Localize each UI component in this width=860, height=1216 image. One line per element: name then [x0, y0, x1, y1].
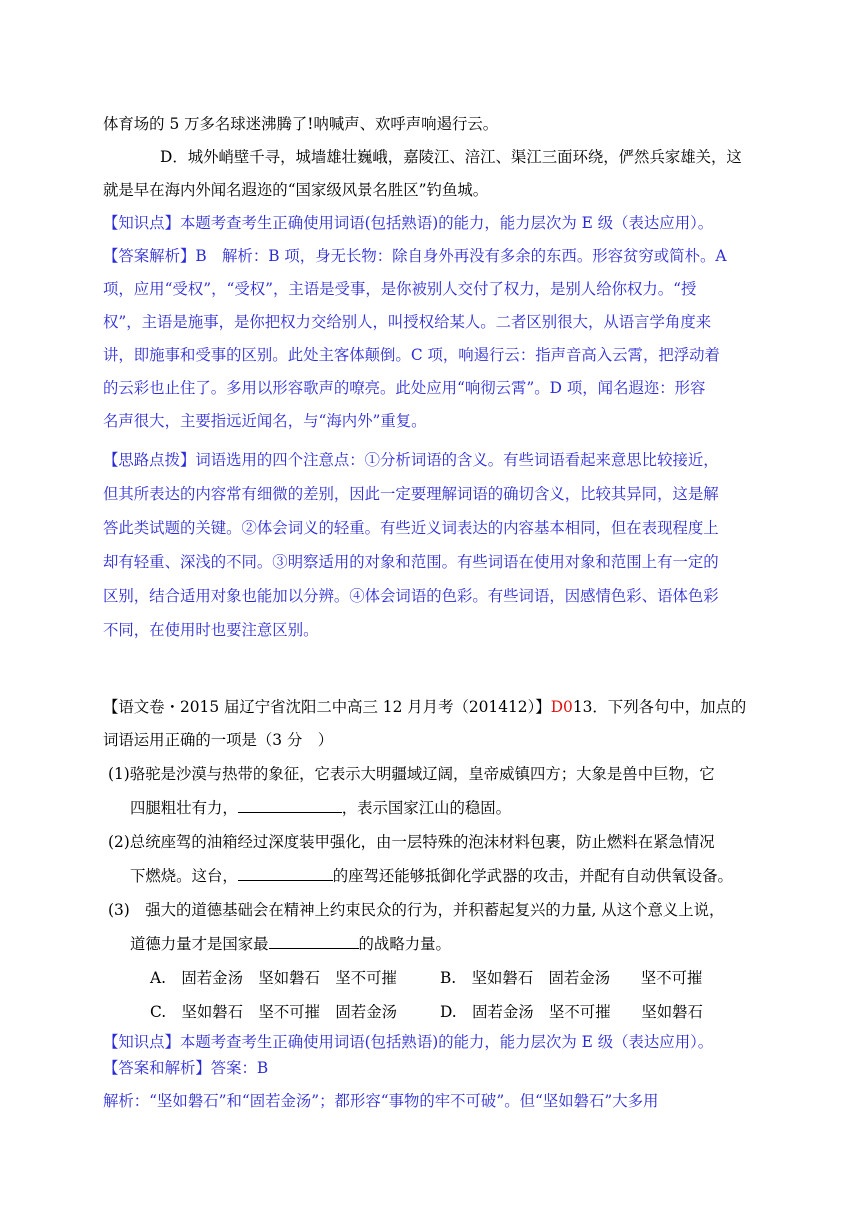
question-source: [103, 697, 746, 717]
sentence-2-line: 下燃烧。这台， 的座驾还能够抵御化学武器的攻击，并配有自动供氧设备。: [130, 867, 733, 885]
answer-analysis-line: 【答案解析】B 解析：B 项，身无长物：除自身外再没有多余的东西。形容贫穷或简朴。A: [103, 247, 727, 265]
option-d-line: D．城外峭壁千寻，城墙雄壮巍峨，嘉陵江、涪江、渠江三面环绕，俨然兵家雄关，这: [160, 148, 742, 166]
answer-analysis-line: 讲，即施事和受事的区别。此处主客体颠倒。C 项，响遏行云：指声音高入云霄，把浮动着: [103, 346, 720, 364]
sentence-3-line: (3) 强大的道德基础会在精神上约束民众的行为，并积蓄起复兴的力量, 从这个意义上说，: [108, 901, 725, 919]
knowledge-point: 【知识点】本题考查考生正确使用词语(包括熟语)的能力，能力层次为 E 级（表达应用）。: [103, 1033, 714, 1051]
thinking-tips-line: 但其所表达的内容常有细微的差别，因此一定要理解词语的确切含义，比较其异同，这是解: [103, 485, 719, 503]
thinking-tips-line: 区别，结合适用对象也能加以分辨。④体会词语的色彩。有些词语，因感情色彩、语体色彩: [103, 587, 719, 605]
answer-blank-2: [238, 866, 333, 881]
answer-analysis-line: 权”，主语是施事，是你把权力交给别人，叫授权给某人。二者区别很大，从语言学角度来: [103, 313, 712, 331]
thinking-tips-line: 却有轻重、深浅的不同。③明察适用的对象和范围。有些词语在使用对象和范围上有一定的: [103, 553, 719, 571]
answer-blank-1: [238, 798, 342, 813]
sentence-3-line: 道德力量才是国家最 的战略力量。: [130, 935, 451, 953]
source-suffix: 13．下列各句中，加点的: [572, 698, 747, 716]
sentence-1-line: 四腿粗壮有力， ，表示国家江山的稳固。: [130, 799, 512, 817]
thinking-tips-line: 答此类试题的关键。②体会词义的轻重。有些近义词表达的内容基本相同，但在表现程度上: [103, 519, 719, 537]
thinking-tips-line: 【思路点拨】词语选用的四个注意点：①分析词语的含义。有些词语看起来意思比较接近，: [103, 451, 719, 469]
text-line: 体育场的 5 万多名球迷沸腾了!呐喊声、欢呼声响遏行云。: [103, 115, 499, 133]
question-stem: 词语运用正确的一项是（3 分 ）: [103, 731, 334, 749]
knowledge-point: 【知识点】本题考查考生正确使用词语(包括熟语)的能力，能力层次为 E 级（表达应用）。: [103, 214, 714, 232]
option-d-line: 就是早在海内外闻名遐迩的“国家级风景名胜区”钓鱼城。: [103, 181, 489, 199]
option-c: C. 坚如磐石 坚不可摧 固若金汤: [150, 1003, 397, 1021]
option-b: B. 坚如磐石 固若金汤 坚不可摧: [440, 969, 703, 987]
source-prefix: 【语文卷・2015 届辽宁省沈阳二中高三 12 月月考（201412）】: [103, 698, 551, 716]
answer-label: 【答案和解析】答案：B: [103, 1059, 269, 1077]
question-code: D0: [550, 698, 573, 716]
answer-analysis-line: 项，应用“受权”，“受权”，主语是受事，是你被别人交付了权力，是别人给你权力。“授: [103, 280, 697, 298]
thinking-tips-line: 不同，在使用时也要注意区别。: [103, 621, 319, 639]
option-d: D. 固若金汤 坚不可摧 坚如磐石: [440, 1003, 703, 1021]
answer-analysis-line: 的云彩也止住了。多用以形容歌声的嘹亮。此处应用“响彻云霄”。D 项，闻名遐迩：形容: [103, 379, 706, 397]
answer-analysis-line: 名声很大，主要指远近闻名，与“海内外”重复。: [103, 412, 427, 430]
answer-blank-3: [269, 934, 359, 949]
option-a: A. 固若金汤 坚如磐石 坚不可摧: [150, 969, 397, 987]
sentence-1-line: (1)骆驼是沙漠与热带的象征，它表示大明疆域辽阔，皇帝威镇四方；大象是兽中巨物，它: [108, 765, 715, 783]
analysis-line: 解析：“坚如磐石”和“固若金汤”；都形容“事物的牢不可破”。但“坚如磐石”大多用: [103, 1092, 659, 1110]
sentence-2-line: (2)总统座驾的油箱经过深度装甲强化，由一层特殊的泡沫材料包裹，防止燃料在紧急情况: [108, 833, 715, 851]
